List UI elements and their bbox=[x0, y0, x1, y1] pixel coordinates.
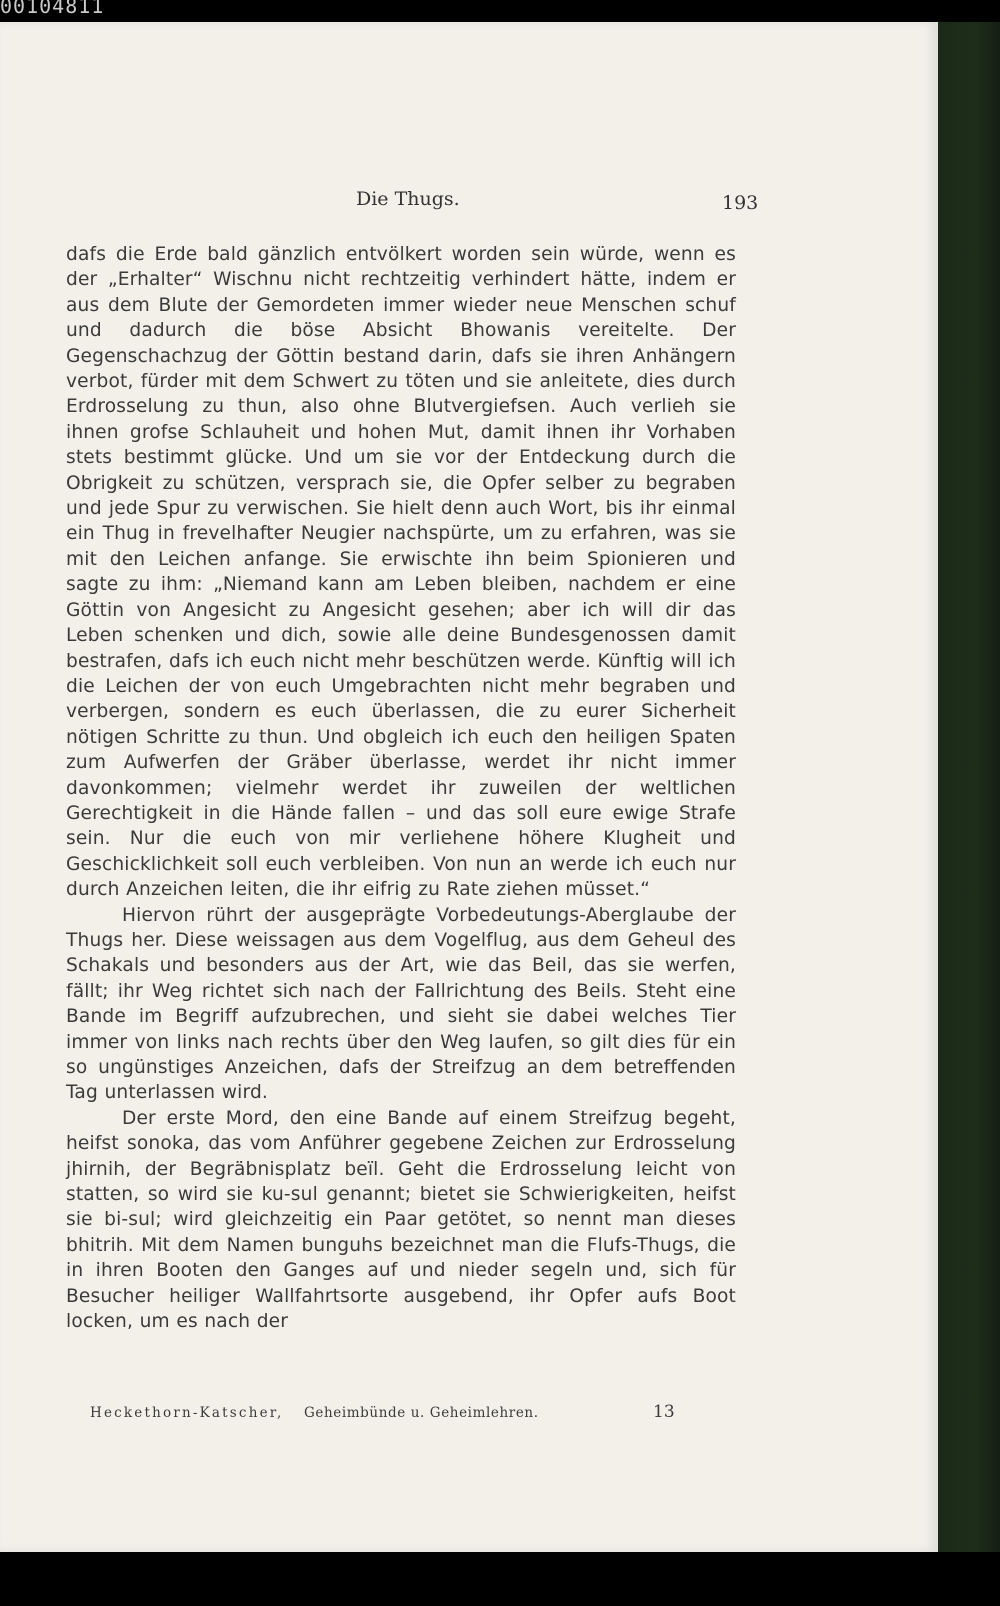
page-footer bbox=[0, 1402, 938, 1428]
paragraph: dafs die Erde bald gänzlich entvölkert worden sein würde, wenn es der „Erhalter“ Wischnu nicht rechtzeitig verhindert hätte, indem er aus dem Blute der Gemordeten immer wieder neue Menschen schuf und dadurch die böse Absicht Bhowanis vereitelte. Der Gegenschachzug der Göttin bestand darin, dafs sie ihren Anhängern verbot, fürder mit dem Schwert zu töten und sie anleitete, dies durch Erdrosselung zu thun, also ohne Blutvergiefsen. Auch verlieh sie ihnen grofse Schlauheit und hohen Mut, damit ihnen ihr Vorhaben stets bestimmt glücke. Und um sie vor der Entdeckung durch die Obrigkeit zu schützen, versprach sie, die Opfer selber zu begraben und jede Spur zu verwischen. Sie hielt denn auch Wort, bis ihr einmal ein Thug in frevelhafter Neugier nachspürte, um zu erfahren, was sie mit den Leichen anfange. Sie erwischte ihn beim Spionieren und sagte zu ihm: „Niemand kann am Leben bleiben, nachdem er eine Göttin von Angesicht zu Angesicht gesehen; aber ich will dir das Leben schenken und dich, sowie alle deine Bundesgenossen damit bestrafen, dafs ich euch nicht mehr beschützen werde. Künftig will ich die Leichen der von euch Umgebrachten nicht mehr begraben und verbergen, sondern es euch überlassen, die zu eurer Sicherheit nötigen Schritte zu thun. Und obgleich ich euch den heiligen Spaten zum Aufwerfen der Gräber überlasse, werdet ihr nicht immer davonkommen; vielmehr werdet ihr zuweilen der weltlichen Gerechtigkeit in die Hände fallen – und das soll eure ewige Strafe sein. Nur die euch von mir verliehene höhere Klugheit und Geschicklichkeit soll euch verbleiben. Von nun an werde ich euch nur durch Anzeichen leiten, die ihr eifrig zu Rate ziehen müsset.“ bbox=[66, 244, 736, 901]
scan-id-label: 00104811 bbox=[0, 0, 105, 18]
page-number: 193 bbox=[722, 192, 759, 214]
footer-author: Heckethorn-Katscher, bbox=[90, 1405, 284, 1421]
scan-edge-strip bbox=[938, 22, 1000, 1552]
paragraph: Hiervon rührt der ausgeprägte Vorbedeutungs-Aberglaube der Thugs her. Diese weissagen aus dem Vogelflug, aus dem Geheul des Schakals und besonders aus der Art, wie das Beil, das sie werfen, fällt; ihr Weg richtet sich nach der Fallrichtung des Beils. Steht eine Bande im Begriff aufzubrechen, und sieht sie dabei welches Tier immer von links nach rechts über den Weg laufen, so gilt dies für ein so ungünstiges Anzeichen, dafs der Streifzug an dem betreffenden Tag unterlassen wird. bbox=[66, 904, 736, 1104]
signature-mark: 13 bbox=[653, 1402, 675, 1422]
body-text bbox=[66, 242, 736, 1334]
running-title: Die Thugs. bbox=[356, 188, 460, 210]
footer-book-title: Geheimbünde u. Geheimlehren. bbox=[304, 1405, 539, 1421]
paragraph: Der erste Mord, den eine Bande auf einem Streifzug begeht, heifst sonoka, das vom Anführer gegebene Zeichen zur Erdrosselung jhirnih, der Begräbnisplatz beïl. Geht die Erdrosselung leicht von statten, so wird sie ku-sul genannt; bietet sie Schwierigkeiten, heifst sie bi-sul; wird gleichzeitig ein Paar getötet, so nennt man dieses bhitrih. Mit dem Namen bunguhs bezeichnet man die Flufs-Thugs, die in ihren Booten den Ganges auf und nieder segeln und, sich für Besucher heiliger Wallfahrtsorte ausgebend, ihr Opfer aufs Boot locken, um es nach der bbox=[66, 1107, 736, 1333]
running-head bbox=[0, 188, 938, 218]
book-page bbox=[0, 22, 938, 1552]
